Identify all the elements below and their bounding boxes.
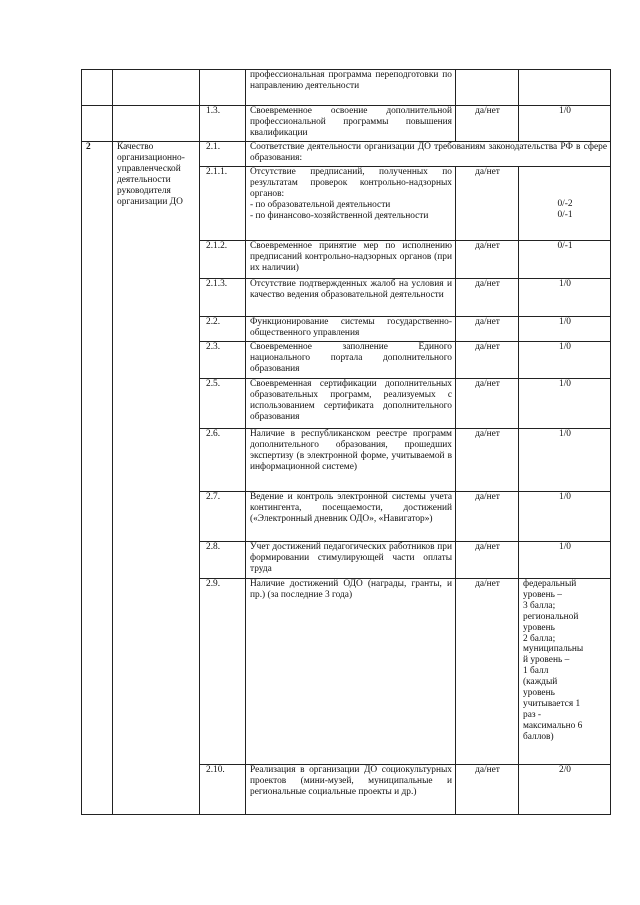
indicator-text: Отсутствие предписаний, полученных по результатам проверок контрольно-надзорных органов: bbox=[250, 167, 452, 199]
yes-no-cell: да/нет bbox=[456, 379, 519, 429]
indicator-subitem: - по финансово-хозяйственной деятельности bbox=[250, 210, 429, 221]
indicator-text: Своевременное заполнение Единого национального портала дополнительного образования bbox=[246, 342, 456, 379]
indicator-code: 2.6. bbox=[200, 429, 246, 492]
points-line: баллов) bbox=[523, 731, 554, 742]
criteria-table bbox=[81, 69, 611, 815]
yes-no-cell: да/нет bbox=[456, 167, 519, 241]
points-cell bbox=[519, 70, 611, 106]
points-line: уровень bbox=[523, 688, 555, 699]
indicator-code: 2.1.3. bbox=[200, 279, 246, 317]
points-line: уровень bbox=[523, 622, 555, 633]
criterion-cell: Качество организационно-управленческой деятельности руководителя организации ДО bbox=[113, 142, 200, 815]
table-row bbox=[82, 106, 611, 142]
yes-no-cell: да/нет bbox=[456, 492, 519, 542]
points-cell: 0/-1 bbox=[519, 241, 611, 279]
indicator-code: 2.2. bbox=[200, 317, 246, 342]
indicator-text: Соответствие деятельности организации ДО требованиям законодательства РФ в сфере образования: bbox=[246, 142, 611, 167]
points-cell: 1/0 bbox=[519, 106, 611, 142]
yes-no-cell bbox=[456, 70, 519, 106]
criterion-cell bbox=[113, 70, 200, 106]
indicator-code bbox=[200, 70, 246, 106]
points-line: (каждый bbox=[523, 677, 558, 688]
row-number: 2 bbox=[82, 142, 113, 815]
indicator-text: Учет достижений педагогических работников при формировании стимулирующей части оплаты труда bbox=[246, 542, 456, 579]
indicator-code: 2.8. bbox=[200, 542, 246, 579]
yes-no-cell: да/нет bbox=[456, 542, 519, 579]
document-page bbox=[81, 69, 610, 815]
indicator-code: 2.5. bbox=[200, 379, 246, 429]
points-value: 0/-2 bbox=[557, 199, 573, 209]
indicator-text: Своевременная сертификации дополнительных образовательных программ, реализуемых с использованием сертификата дополнительного образования bbox=[246, 379, 456, 429]
points-cell bbox=[519, 579, 611, 765]
points-line: й уровень – bbox=[523, 655, 570, 666]
points-line: уровень – bbox=[523, 589, 562, 600]
points-line: учитывается 1 bbox=[523, 698, 581, 709]
points-line: 2 балла; bbox=[523, 633, 556, 644]
points-line: 3 балла; bbox=[523, 600, 556, 611]
indicator-text: Функционирование системы государственно-общественного управления bbox=[246, 317, 456, 342]
points-line: 1 балл bbox=[523, 666, 549, 677]
yes-no-cell: да/нет bbox=[456, 765, 519, 815]
indicator-code: 2.7. bbox=[200, 492, 246, 542]
yes-no-cell: да/нет bbox=[456, 106, 519, 142]
indicator-text: Своевременное принятие мер по исполнению предписаний контрольно-надзорных органов (при их наличии) bbox=[246, 241, 456, 279]
row-number bbox=[82, 70, 113, 106]
indicator-code: 2.9. bbox=[200, 579, 246, 765]
indicator-text: Своевременное освоение дополнительной профессиональной программы повышения квалификации bbox=[246, 106, 456, 142]
points-line: федеральный bbox=[523, 579, 577, 589]
indicator-text: профессиональная программа переподготовки по направлению деятельности bbox=[246, 70, 456, 106]
points-cell: 1/0 bbox=[519, 317, 611, 342]
indicator-code: 2.1.2. bbox=[200, 241, 246, 279]
points-cell bbox=[519, 167, 611, 241]
criterion-cell bbox=[113, 106, 200, 142]
points-cell: 1/0 bbox=[519, 379, 611, 429]
yes-no-cell: да/нет bbox=[456, 342, 519, 379]
indicator-code: 2.3. bbox=[200, 342, 246, 379]
indicator-text: Наличие в республиканском реестре программ дополнительного образования, прошедших экспертизу (в электронной форме, учитываемой в информационной системе) bbox=[246, 429, 456, 492]
points-cell: 1/0 bbox=[519, 492, 611, 542]
yes-no-cell: да/нет bbox=[456, 579, 519, 765]
indicator-code: 2.10. bbox=[200, 765, 246, 815]
indicator-code: 2.1. bbox=[200, 142, 246, 167]
yes-no-cell: да/нет bbox=[456, 241, 519, 279]
points-line: региональной bbox=[523, 611, 579, 622]
indicator-text: Отсутствие подтвержденных жалоб на условия и качество ведения образовательной деятельности bbox=[246, 279, 456, 317]
indicator-cell bbox=[246, 167, 456, 241]
points-value: 0/-1 bbox=[557, 209, 573, 220]
indicator-subitem: - по образовательной деятельности bbox=[250, 199, 391, 210]
points-line: муниципальны bbox=[523, 644, 584, 655]
indicator-text: Ведение и контроль электронной системы учета контингента, посещаемости, достижений («Электронный дневник ОДО», «Навигатор») bbox=[246, 492, 456, 542]
points-line: максимально 6 bbox=[523, 720, 583, 731]
indicator-code: 2.1.1. bbox=[200, 167, 246, 241]
indicator-text: Реализация в организации ДО социокультурных проектов (мини-музей, муниципальные и региональные социальные проекты и др.) bbox=[246, 765, 456, 815]
yes-no-cell: да/нет bbox=[456, 429, 519, 492]
points-line: раз - bbox=[523, 709, 542, 720]
indicator-text: Наличие достижений ОДО (награды, гранты, и пр.) (за последние 3 года) bbox=[246, 579, 456, 765]
points-cell: 1/0 bbox=[519, 342, 611, 379]
yes-no-cell: да/нет bbox=[456, 279, 519, 317]
points-cell: 1/0 bbox=[519, 429, 611, 492]
table-row bbox=[82, 70, 611, 106]
table-row bbox=[82, 142, 611, 167]
points-cell: 2/0 bbox=[519, 765, 611, 815]
yes-no-cell: да/нет bbox=[456, 317, 519, 342]
indicator-code: 1.3. bbox=[200, 106, 246, 142]
points-cell: 1/0 bbox=[519, 542, 611, 579]
points-cell: 1/0 bbox=[519, 279, 611, 317]
row-number bbox=[82, 106, 113, 142]
